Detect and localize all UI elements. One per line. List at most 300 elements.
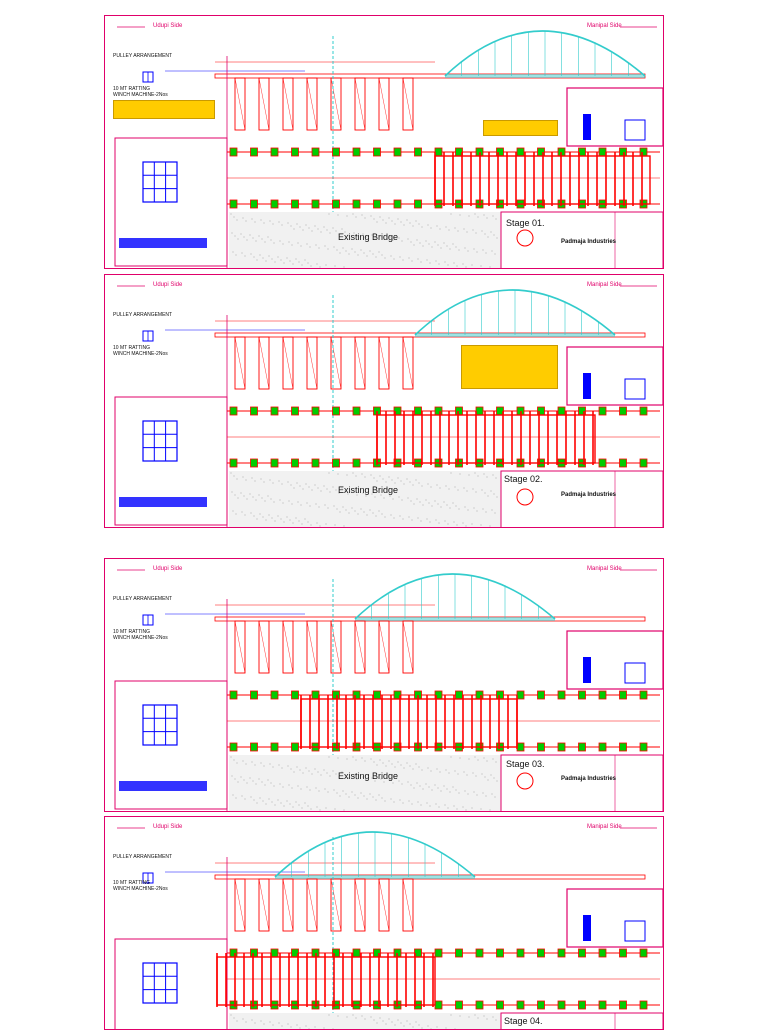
ground-dot bbox=[375, 497, 376, 498]
pier-cap bbox=[538, 1001, 545, 1009]
ground-dot bbox=[365, 218, 366, 219]
trestle-brace bbox=[235, 78, 245, 130]
ground-dot bbox=[458, 774, 459, 775]
ground-dot bbox=[497, 497, 498, 498]
ground-dot bbox=[353, 473, 354, 474]
ground-dot bbox=[473, 230, 474, 231]
ground-dot bbox=[485, 777, 486, 778]
ground-dot bbox=[338, 1016, 339, 1017]
ground-dot bbox=[395, 1025, 396, 1026]
winch-machine-label: 10 MT RATTING WINCH MACHINE-2Nos bbox=[113, 629, 168, 641]
detail-inset bbox=[567, 347, 663, 405]
pier-cap bbox=[271, 691, 278, 699]
pier-cap bbox=[497, 691, 504, 699]
ground-dot bbox=[439, 807, 440, 808]
ground-dot bbox=[437, 1027, 438, 1028]
ground-dot bbox=[237, 220, 238, 221]
ground-dot bbox=[399, 497, 400, 498]
ground-dot bbox=[284, 806, 285, 807]
ground-dot bbox=[493, 475, 494, 476]
launching-frame bbox=[217, 957, 435, 1005]
ground-dot bbox=[451, 1015, 452, 1016]
ground-dot bbox=[257, 803, 258, 804]
ground-dot bbox=[302, 808, 303, 809]
ground-dot bbox=[355, 252, 356, 253]
ground-dot bbox=[329, 1015, 330, 1016]
ground-dot bbox=[456, 247, 457, 248]
ground-dot bbox=[279, 481, 280, 482]
ground-dot bbox=[496, 219, 497, 220]
pier-cap bbox=[271, 407, 278, 415]
ground-dot bbox=[264, 766, 265, 767]
ground-dot bbox=[416, 1022, 417, 1023]
ground-dot bbox=[329, 473, 330, 474]
ground-dot bbox=[349, 797, 350, 798]
ground-dot bbox=[467, 232, 468, 233]
ground-dot bbox=[252, 478, 253, 479]
drawing-sheet-stage-4 bbox=[104, 816, 664, 1030]
ground-dot bbox=[426, 241, 427, 242]
ground-dot bbox=[275, 805, 276, 806]
ground-dot bbox=[326, 808, 327, 809]
ground-dot bbox=[317, 264, 318, 265]
ground-dot bbox=[242, 796, 243, 797]
ground-dot bbox=[485, 493, 486, 494]
ground-dot bbox=[492, 510, 493, 511]
ground-dot bbox=[307, 244, 308, 245]
ground-dot bbox=[450, 792, 451, 793]
ground-dot bbox=[449, 230, 450, 231]
ground-dot bbox=[420, 502, 421, 503]
ground-dot bbox=[377, 222, 378, 223]
ground-dot bbox=[484, 758, 485, 759]
pier-cap bbox=[620, 743, 627, 751]
ground-dot bbox=[451, 214, 452, 215]
plan-inset bbox=[115, 939, 227, 1030]
ground-dot bbox=[477, 795, 478, 796]
ground-dot bbox=[319, 791, 320, 792]
ground-dot bbox=[481, 525, 482, 526]
ground-dot bbox=[482, 774, 483, 775]
pier-cap bbox=[620, 691, 627, 699]
ground-dot bbox=[367, 799, 368, 800]
ground-dot bbox=[485, 234, 486, 235]
ground-dot bbox=[300, 227, 301, 228]
ground-dot bbox=[287, 517, 288, 518]
ground-dot bbox=[410, 766, 411, 767]
pier-cap bbox=[640, 743, 647, 751]
ground-dot bbox=[338, 758, 339, 759]
ground-dot bbox=[490, 526, 491, 527]
ground-dot bbox=[488, 496, 489, 497]
ground-dot bbox=[377, 1023, 378, 1024]
ground-dot bbox=[495, 513, 496, 514]
pier-cap bbox=[333, 148, 340, 156]
ground-dot bbox=[247, 783, 248, 784]
trestle-brace bbox=[307, 337, 317, 389]
pier-cap bbox=[579, 1001, 586, 1009]
ground-dot bbox=[496, 762, 497, 763]
ground-dot bbox=[237, 479, 238, 480]
ground-dot bbox=[241, 234, 242, 235]
ground-dot bbox=[398, 219, 399, 220]
stage-label: Stage 04. bbox=[504, 1016, 543, 1026]
ground-dot bbox=[306, 484, 307, 485]
ground-dot bbox=[340, 253, 341, 254]
ground-dot bbox=[486, 796, 487, 797]
trestle-brace bbox=[283, 78, 293, 130]
ground-dot bbox=[393, 783, 394, 784]
detail-inset bbox=[567, 88, 663, 146]
stage-label: Stage 01. bbox=[506, 218, 545, 228]
ground-dot bbox=[349, 513, 350, 514]
ground-dot bbox=[307, 503, 308, 504]
plan-grid bbox=[143, 421, 177, 461]
ground-dot bbox=[380, 1018, 381, 1019]
trestle-brace bbox=[355, 621, 365, 673]
ground-dot bbox=[232, 233, 233, 234]
ground-dot bbox=[454, 806, 455, 807]
ground-dot bbox=[324, 486, 325, 487]
company-name: Padmaja Industries bbox=[561, 776, 616, 782]
pier-cap bbox=[640, 691, 647, 699]
ground-dot bbox=[457, 525, 458, 526]
ground-dot bbox=[365, 1019, 366, 1020]
ground-dot bbox=[294, 772, 295, 773]
pier-cap bbox=[558, 407, 565, 415]
ground-dot bbox=[454, 263, 455, 264]
ground-dot bbox=[305, 803, 306, 804]
pier-cap bbox=[599, 743, 606, 751]
ground-dot bbox=[384, 782, 385, 783]
ground-dot bbox=[407, 479, 408, 480]
pier-cap bbox=[456, 949, 463, 957]
pier-cap bbox=[640, 407, 647, 415]
ground-dot bbox=[247, 499, 248, 500]
trestle-brace bbox=[403, 879, 413, 931]
pier-cap bbox=[333, 459, 340, 467]
ground-dot bbox=[254, 516, 255, 517]
udupi-side-label: Udupi Side bbox=[153, 23, 182, 29]
pier-cap bbox=[312, 407, 319, 415]
ground-dot bbox=[392, 764, 393, 765]
ground-dot bbox=[308, 263, 309, 264]
ground-dot bbox=[268, 237, 269, 238]
ground-dot bbox=[252, 219, 253, 220]
ground-dot bbox=[419, 224, 420, 225]
ground-dot bbox=[353, 1015, 354, 1016]
ground-dot bbox=[356, 217, 357, 218]
ground-dot bbox=[373, 513, 374, 514]
detail-inset bbox=[567, 889, 663, 947]
ground-dot bbox=[316, 245, 317, 246]
ground-dot bbox=[254, 800, 255, 801]
ground-dot bbox=[430, 263, 431, 264]
ground-dot bbox=[408, 782, 409, 783]
ground-dot bbox=[327, 230, 328, 231]
ground-dot bbox=[251, 254, 252, 255]
ground-dot bbox=[399, 781, 400, 782]
ground-dot bbox=[467, 775, 468, 776]
ground-dot bbox=[364, 796, 365, 797]
inset-detail bbox=[625, 120, 645, 140]
ground-dot bbox=[353, 214, 354, 215]
ground-dot bbox=[492, 794, 493, 795]
ground-dot bbox=[294, 488, 295, 489]
ground-dot bbox=[476, 492, 477, 493]
pier-cap bbox=[476, 1001, 483, 1009]
ground-dot bbox=[358, 798, 359, 799]
ground-dot bbox=[235, 779, 236, 780]
ground-dot bbox=[487, 218, 488, 219]
ground-dot bbox=[231, 757, 232, 758]
ground-dot bbox=[472, 524, 473, 525]
ground-dot bbox=[292, 788, 293, 789]
trestle-brace bbox=[307, 78, 317, 130]
highlight-box bbox=[483, 120, 558, 136]
trestle-brace bbox=[403, 621, 413, 673]
ground-dot bbox=[234, 1018, 235, 1019]
pier-cap bbox=[497, 1001, 504, 1009]
ground-dot bbox=[418, 259, 419, 260]
ground-dot bbox=[274, 786, 275, 787]
ground-dot bbox=[273, 767, 274, 768]
ground-dot bbox=[389, 761, 390, 762]
ground-dot bbox=[441, 791, 442, 792]
ground-dot bbox=[273, 1025, 274, 1026]
ground-dot bbox=[395, 483, 396, 484]
ground-dot bbox=[234, 217, 235, 218]
ground-dot bbox=[473, 773, 474, 774]
ground-dot bbox=[437, 485, 438, 486]
ground-dot bbox=[473, 489, 474, 490]
ground-dot bbox=[490, 810, 491, 811]
ground-dot bbox=[289, 785, 290, 786]
company-name: Padmaja Industries bbox=[561, 492, 616, 498]
ground-dot bbox=[493, 1017, 494, 1018]
ground-dot bbox=[398, 1020, 399, 1021]
ground-dot bbox=[238, 498, 239, 499]
ground-dot bbox=[321, 775, 322, 776]
ground-dot bbox=[261, 479, 262, 480]
ground-dot bbox=[300, 770, 301, 771]
ground-dot bbox=[333, 487, 334, 488]
ground-dot bbox=[487, 761, 488, 762]
ground-dot bbox=[343, 791, 344, 792]
ground-dot bbox=[370, 510, 371, 511]
existing-bridge-label: Existing Bridge bbox=[338, 771, 398, 781]
ground-dot bbox=[483, 793, 484, 794]
ground-dot bbox=[494, 778, 495, 779]
ground-dot bbox=[401, 765, 402, 766]
ground-dot bbox=[403, 260, 404, 261]
ground-dot bbox=[454, 522, 455, 523]
ground-dot bbox=[336, 490, 337, 491]
ground-dot bbox=[460, 215, 461, 216]
ground-dot bbox=[495, 797, 496, 798]
ground-dot bbox=[459, 509, 460, 510]
ground-dot bbox=[430, 806, 431, 807]
ground-dot bbox=[347, 1017, 348, 1018]
ground-dot bbox=[299, 262, 300, 263]
ground-dot bbox=[466, 810, 467, 811]
ground-dot bbox=[409, 258, 410, 259]
ground-dot bbox=[309, 1029, 310, 1030]
ground-dot bbox=[256, 241, 257, 242]
ground-dot bbox=[275, 521, 276, 522]
ground-dot bbox=[263, 517, 264, 518]
ground-dot bbox=[265, 242, 266, 243]
ground-dot bbox=[436, 804, 437, 805]
ground-dot bbox=[441, 248, 442, 249]
ground-dot bbox=[328, 508, 329, 509]
ground-dot bbox=[299, 805, 300, 806]
trestle-brace bbox=[235, 621, 245, 673]
ground-dot bbox=[298, 786, 299, 787]
ground-dot bbox=[410, 482, 411, 483]
ground-dot bbox=[447, 789, 448, 790]
ground-dot bbox=[264, 482, 265, 483]
ground-dot bbox=[309, 487, 310, 488]
ground-dot bbox=[390, 496, 391, 497]
ground-dot bbox=[460, 1016, 461, 1017]
ground-dot bbox=[419, 483, 420, 484]
ground-dot bbox=[478, 217, 479, 218]
ground-dot bbox=[279, 1023, 280, 1024]
ground-dot bbox=[329, 757, 330, 758]
ground-dot bbox=[478, 476, 479, 477]
ground-dot bbox=[457, 809, 458, 810]
ground-dot bbox=[311, 525, 312, 526]
ground-dot bbox=[365, 761, 366, 762]
ground-dot bbox=[361, 509, 362, 510]
ground-dot bbox=[352, 792, 353, 793]
ground-dot bbox=[429, 244, 430, 245]
ground-dot bbox=[420, 786, 421, 787]
ground-dot bbox=[336, 774, 337, 775]
pier-cap bbox=[620, 407, 627, 415]
ground-dot bbox=[419, 1025, 420, 1026]
ground-dot bbox=[281, 803, 282, 804]
ground-dot bbox=[486, 253, 487, 254]
ground-dot bbox=[301, 789, 302, 790]
ground-dot bbox=[392, 1022, 393, 1023]
ground-dot bbox=[252, 1020, 253, 1021]
ground-dot bbox=[411, 785, 412, 786]
ground-dot bbox=[318, 488, 319, 489]
ground-dot bbox=[416, 221, 417, 222]
ground-dot bbox=[233, 252, 234, 253]
ground-dot bbox=[310, 790, 311, 791]
ground-dot bbox=[244, 780, 245, 781]
ground-dot bbox=[270, 480, 271, 481]
ground-dot bbox=[320, 526, 321, 527]
ground-dot bbox=[291, 226, 292, 227]
existing-bridge-label: Existing Bridge bbox=[338, 232, 398, 242]
ground-dot bbox=[344, 526, 345, 527]
ground-dot bbox=[306, 768, 307, 769]
ground-dot bbox=[465, 248, 466, 249]
ground-dot bbox=[482, 231, 483, 232]
ground-dot bbox=[394, 802, 395, 803]
ground-dot bbox=[303, 489, 304, 490]
ground-dot bbox=[395, 767, 396, 768]
pier-cap bbox=[476, 407, 483, 415]
ground-dot bbox=[389, 1019, 390, 1020]
pier-cap bbox=[230, 148, 237, 156]
ground-dot bbox=[252, 762, 253, 763]
ground-dot bbox=[492, 251, 493, 252]
pulley-arrangement-label: PULLEY ARRANGEMENT bbox=[113, 854, 172, 860]
ground-dot bbox=[324, 770, 325, 771]
ground-dot bbox=[290, 261, 291, 262]
ground-dot bbox=[414, 788, 415, 789]
ground-dot bbox=[245, 256, 246, 257]
ground-dot bbox=[429, 787, 430, 788]
ground-dot bbox=[483, 509, 484, 510]
ground-dot bbox=[290, 520, 291, 521]
ground-dot bbox=[236, 798, 237, 799]
ground-dot bbox=[445, 521, 446, 522]
ground-dot bbox=[275, 262, 276, 263]
pier-cap bbox=[415, 407, 422, 415]
trestle-brace bbox=[235, 879, 245, 931]
seal-stamp bbox=[517, 489, 533, 505]
ground-dot bbox=[320, 810, 321, 811]
ground-dot bbox=[259, 236, 260, 237]
ground-dot bbox=[325, 505, 326, 506]
pier-cap bbox=[476, 691, 483, 699]
pier-cap bbox=[599, 148, 606, 156]
ground-dot bbox=[382, 255, 383, 256]
ground-dot bbox=[234, 760, 235, 761]
ground-dot bbox=[289, 501, 290, 502]
ground-dot bbox=[298, 502, 299, 503]
ground-dot bbox=[486, 512, 487, 513]
ground-dot bbox=[404, 225, 405, 226]
ground-dot bbox=[306, 1026, 307, 1027]
ground-dot bbox=[257, 260, 258, 261]
winch-machine-label: 10 MT RATTING WINCH MACHINE-2Nos bbox=[113, 880, 168, 892]
ground-dot bbox=[422, 227, 423, 228]
ground-dot bbox=[289, 242, 290, 243]
ground-dot bbox=[312, 774, 313, 775]
pier-cap bbox=[620, 148, 627, 156]
ground-dot bbox=[455, 487, 456, 488]
pier-cap bbox=[558, 691, 565, 699]
ground-dot bbox=[379, 795, 380, 796]
inset-detail bbox=[625, 379, 645, 399]
ground-dot bbox=[272, 802, 273, 803]
ground-dot bbox=[469, 475, 470, 476]
ground-dot bbox=[259, 779, 260, 780]
pier-cap bbox=[312, 148, 319, 156]
ground-dot bbox=[307, 787, 308, 788]
ground-dot bbox=[403, 803, 404, 804]
ground-dot bbox=[475, 757, 476, 758]
highlight-box bbox=[113, 100, 215, 119]
trestle-brace bbox=[355, 879, 365, 931]
ground-dot bbox=[344, 267, 345, 268]
ground-dot bbox=[410, 223, 411, 224]
ground-dot bbox=[330, 233, 331, 234]
ground-dot bbox=[428, 768, 429, 769]
ground-dot bbox=[419, 767, 420, 768]
ground-dot bbox=[244, 496, 245, 497]
ground-dot bbox=[262, 498, 263, 499]
ground-dot bbox=[469, 216, 470, 217]
ground-dot bbox=[287, 801, 288, 802]
